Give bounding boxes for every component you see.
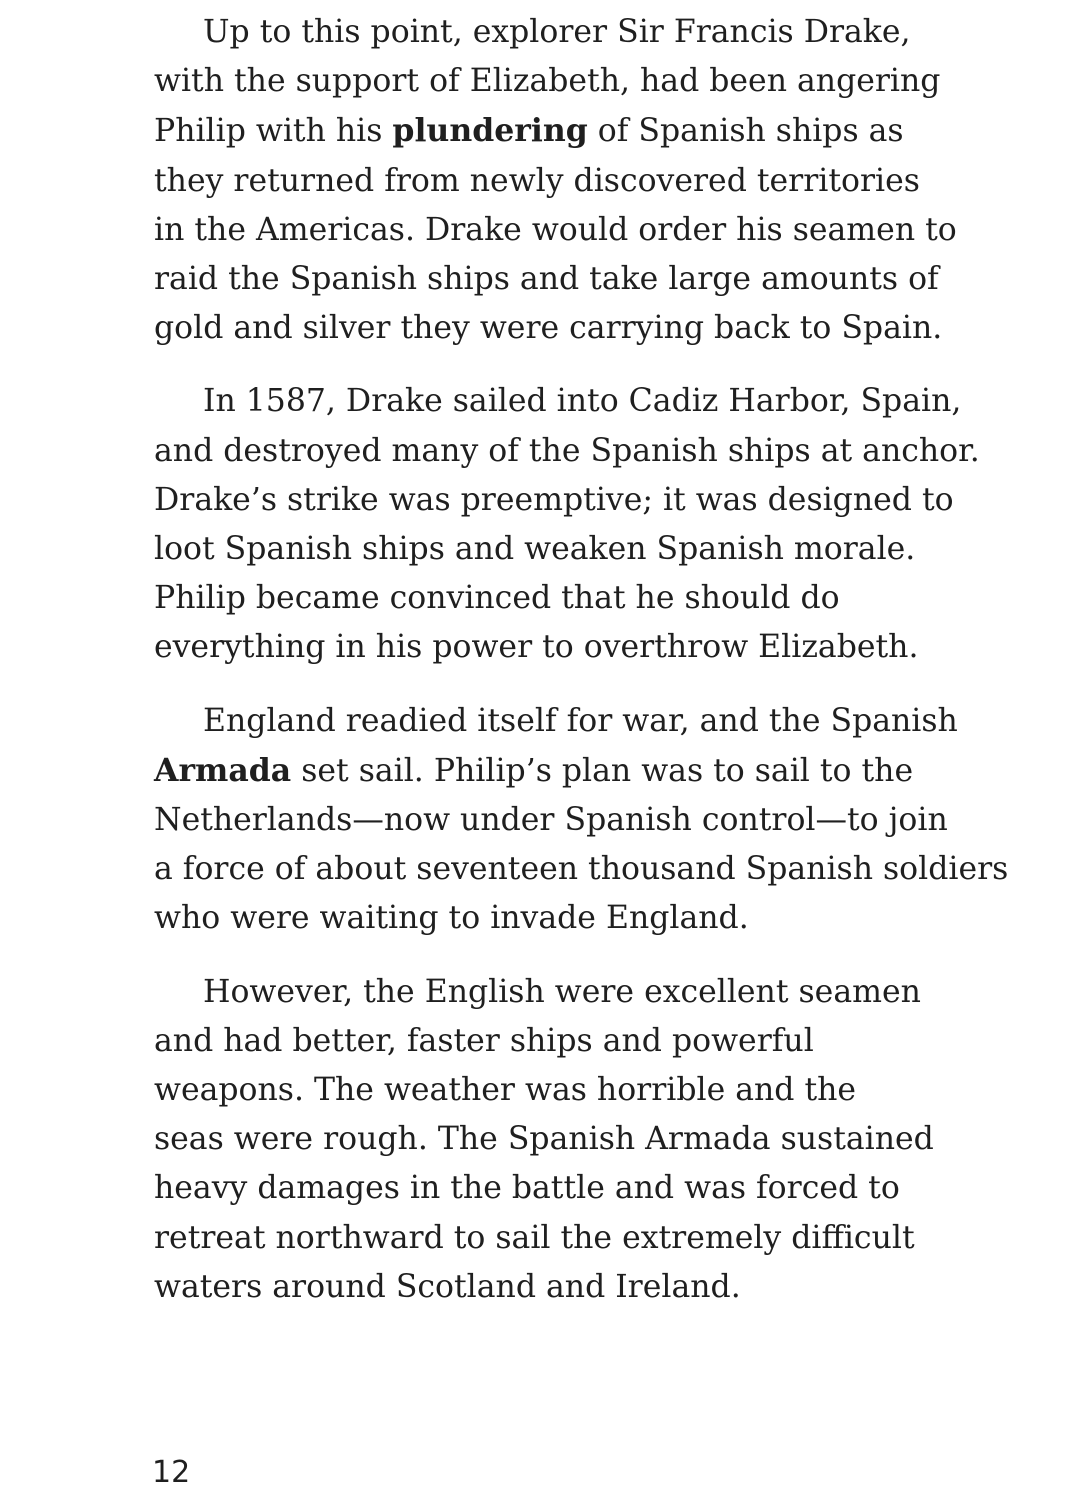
text-segment: and had better, faster ships and powerful	[154, 1022, 814, 1059]
text-line	[154, 427, 980, 476]
text-segment: Philip with his	[154, 113, 393, 150]
text-line	[154, 623, 954, 672]
text-segment: raid the Spanish ships and take large amounts of	[154, 261, 939, 298]
text-line	[154, 1263, 954, 1312]
text-line	[154, 796, 954, 845]
text-segment: Drake’s strike was preemptive; it was designed to	[154, 481, 954, 518]
text-line	[154, 106, 954, 156]
text-segment: a force of about seventeen thousand Spanish soldiers	[154, 851, 1009, 888]
paragraph	[154, 8, 957, 353]
text-segment: Netherlands—now under Spanish control—to join	[154, 802, 948, 839]
text-segment: waters around Scotland and Ireland.	[154, 1268, 741, 1305]
text-segment: and destroyed many of the Spanish ships at anchor.	[154, 432, 980, 469]
text-line	[154, 304, 954, 353]
text-line	[154, 1214, 954, 1263]
text-segment: In 1587, Drake sailed into Cadiz Harbor, Spain,	[203, 383, 962, 420]
text-line	[154, 845, 1009, 894]
text-segment: However, the English were excellent seamen	[203, 973, 921, 1010]
text-line	[154, 894, 954, 943]
text-segment: with the support of Elizabeth, had been angering	[154, 63, 941, 100]
text-segment: in the Americas. Drake would order his seamen to	[154, 211, 957, 248]
text-line	[154, 1164, 954, 1213]
paragraph	[154, 697, 1009, 944]
text-segment: everything in his power to overthrow Elizabeth.	[154, 629, 919, 666]
glossary-term: Armada	[154, 751, 292, 789]
body-text	[154, 8, 1009, 1336]
text-line	[154, 377, 962, 426]
text-line	[154, 1115, 954, 1164]
text-segment: weapons. The weather was horrible and the	[154, 1072, 857, 1109]
text-line	[154, 1017, 954, 1066]
paragraph	[154, 377, 980, 672]
text-line	[154, 746, 954, 796]
text-segment: loot Spanish ships and weaken Spanish morale.	[154, 531, 916, 568]
text-line	[154, 255, 954, 304]
text-line	[154, 525, 954, 574]
text-line	[154, 968, 954, 1017]
text-line	[154, 206, 957, 255]
text-line	[154, 1066, 954, 1115]
text-segment: heavy damages in the battle and was forced to	[154, 1170, 900, 1207]
text-line	[154, 476, 954, 525]
text-segment: Philip became convinced that he should do	[154, 580, 840, 617]
paragraph	[154, 968, 954, 1312]
text-line	[154, 8, 954, 57]
text-segment: gold and silver they were carrying back to Spain.	[154, 310, 943, 347]
text-segment: retreat northward to sail the extremely difficult	[154, 1219, 915, 1256]
text-segment: seas were rough. The Spanish Armada sustained	[154, 1121, 934, 1158]
text-line	[154, 574, 954, 623]
text-segment: set sail. Philip’s plan was to sail to the	[291, 752, 914, 789]
text-line	[154, 57, 954, 106]
glossary-term: plundering	[392, 112, 588, 150]
text-segment: who were waiting to invade England.	[154, 900, 749, 937]
page-number: 12	[152, 1455, 191, 1490]
text-segment: of Spanish ships as	[587, 113, 904, 150]
text-segment: they returned from newly discovered territories	[154, 162, 920, 199]
text-segment: Up to this point, explorer Sir Francis Drake,	[203, 14, 911, 50]
text-segment: England readied itself for war, and the Spanish	[203, 702, 958, 739]
text-line	[154, 697, 958, 746]
text-line	[154, 157, 954, 206]
